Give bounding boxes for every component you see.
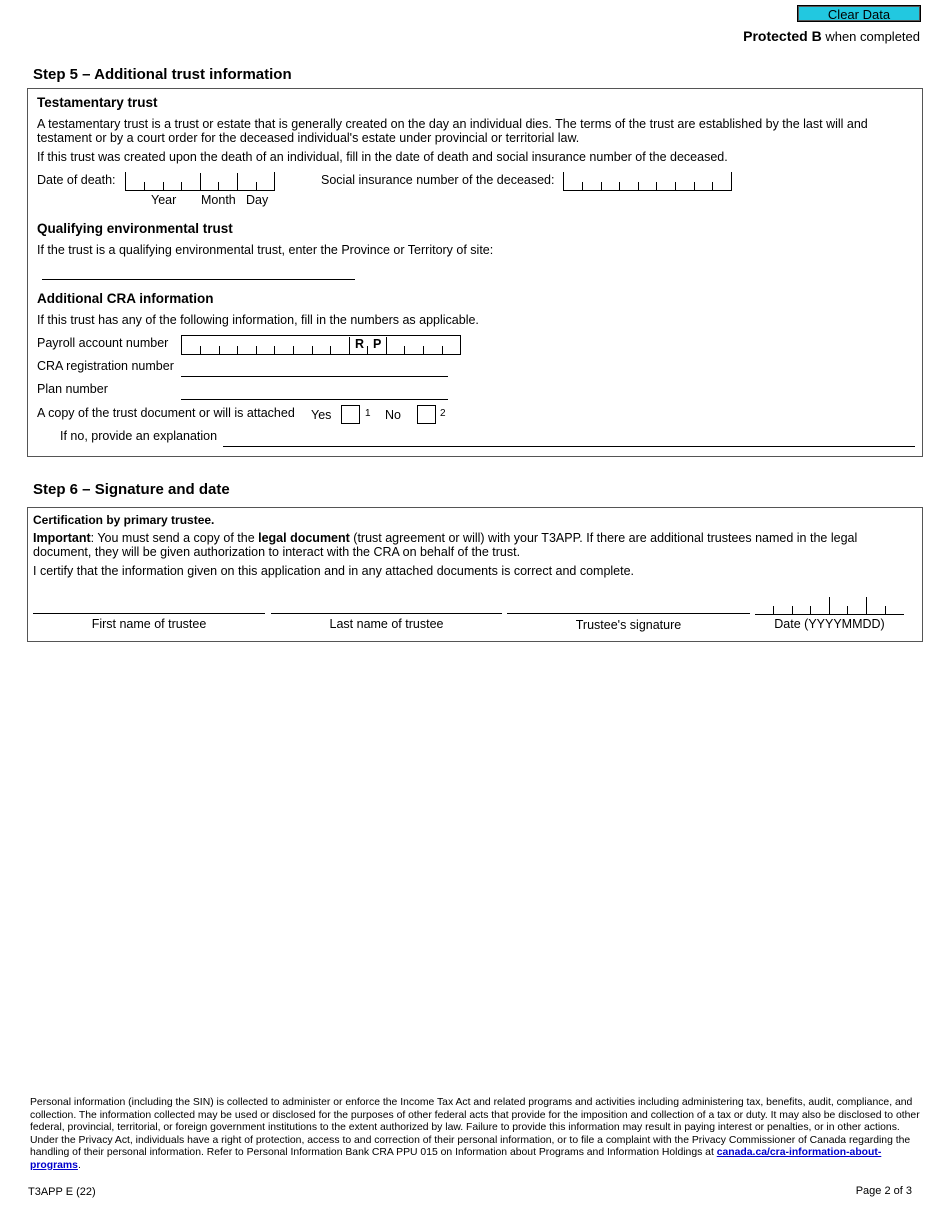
- last-name-input[interactable]: [271, 613, 502, 614]
- signature-label: Trustee's signature: [575, 618, 682, 632]
- payroll-label: Payroll account number: [37, 336, 169, 350]
- day-label: Day: [246, 193, 269, 207]
- payroll-input[interactable]: [181, 335, 461, 355]
- year-label: Year: [151, 193, 177, 207]
- rp-p: P: [373, 337, 382, 351]
- explain-input[interactable]: [223, 446, 915, 447]
- copy-label: A copy of the trust document or will is attached: [37, 406, 295, 420]
- certify-para: I certify that the information given on this application and in any attached documents is correct and complete.: [33, 564, 635, 578]
- date-of-death-label: Date of death:: [37, 173, 116, 187]
- explain-label: If no, provide an explanation: [60, 429, 218, 443]
- important-bold: Important: [33, 531, 91, 545]
- first-name-label: First name of trustee: [91, 617, 207, 631]
- yes-checkbox[interactable]: [341, 405, 360, 424]
- certification-heading: Certification by primary trustee.: [33, 513, 215, 527]
- no-number: 2: [440, 408, 446, 419]
- protected-bold: Protected B: [743, 28, 822, 44]
- clear-data-button[interactable]: Clear Data: [797, 5, 921, 22]
- privacy-text: Personal information (including the SIN) is collected to administer or enforce the Income Tax Act and related programs and activities including administering tax, benefits, audit, compliance, and collection. The information collected may be used or disclosed for the purposes of other federal acts that provide for the imposition and collection of a tax or duty. It may also be disclosed to other federal, provincial, territorial, or foreign government institutions to the extent authorized by law. Failure to provide this information may result in paying interest or penalties, or in other actions. Under the Privacy Act, individuals have a right of protection, access to and correction of their personal information, or to file a complaint with the Privacy Commissioner of Canada regarding the handling of their personal information. Refer to Personal Information Bank CRA PPU 015 on Information about Programs and Information Holdings at: [30, 1097, 920, 1159]
- cra-para: If this trust has any of the following information, fill in the numbers as applicable.: [37, 313, 479, 327]
- date-of-death-input[interactable]: [125, 172, 275, 191]
- protected-b-label: [743, 28, 920, 44]
- privacy-link[interactable]: canada.ca/cra-information-about-programs: [30, 1147, 882, 1171]
- first-name-input[interactable]: [33, 613, 265, 614]
- sin-input[interactable]: [563, 172, 732, 191]
- important-text-2: (trust agreement or will) with your T3APP. If there are additional trustees named in the legal document, they will be given authorization to interact with the CRA on behalf of the trust.: [33, 531, 858, 559]
- testamentary-heading: Testamentary trust: [37, 95, 158, 110]
- yes-number: 1: [365, 408, 371, 419]
- environmental-heading: Qualifying environmental trust: [37, 221, 233, 236]
- form-id: T3APP E (22): [28, 1186, 96, 1198]
- testamentary-para1: A testamentary trust is a trust or estate that is generally created on the day an individual dies. The terms of the trust are established by the last will and testament or by a court order for the deceased individual's estate under provincial or territorial law.: [37, 117, 868, 145]
- date-input[interactable]: [755, 595, 904, 615]
- registration-input[interactable]: [181, 376, 448, 377]
- yes-label: Yes: [311, 408, 332, 422]
- step5-title: Step 5 – Additional trust information: [33, 66, 292, 83]
- important-para: [33, 531, 903, 559]
- month-label: Month: [201, 193, 236, 207]
- cra-heading: Additional CRA information: [37, 291, 214, 306]
- protected-rest: when completed: [821, 29, 920, 44]
- no-label: No: [385, 408, 401, 422]
- sin-label: Social insurance number of the deceased:: [321, 173, 555, 187]
- rp-r: R: [355, 337, 365, 351]
- important-text-1: : You must send a copy of the: [90, 531, 259, 545]
- step6-title: Step 6 – Signature and date: [33, 481, 230, 498]
- plan-input[interactable]: [181, 399, 448, 400]
- privacy-notice: [30, 1097, 920, 1173]
- province-input[interactable]: [42, 279, 355, 280]
- last-name-label: Last name of trustee: [329, 617, 444, 631]
- no-checkbox[interactable]: [417, 405, 436, 424]
- registration-label: CRA registration number: [37, 359, 174, 373]
- environmental-para: If the trust is a qualifying environmental trust, enter the Province or Territory of site:: [37, 243, 494, 257]
- date-label: Date (YYYYMMDD): [774, 617, 885, 631]
- plan-label: Plan number: [37, 382, 108, 396]
- legal-document-bold: legal document: [258, 531, 350, 545]
- signature-input[interactable]: [507, 613, 750, 614]
- privacy-period: .: [77, 1159, 81, 1171]
- page-number: Page 2 of 3: [855, 1185, 912, 1197]
- testamentary-para2: If this trust was created upon the death of an individual, fill in the date of death and social insurance number of the deceased.: [37, 150, 728, 164]
